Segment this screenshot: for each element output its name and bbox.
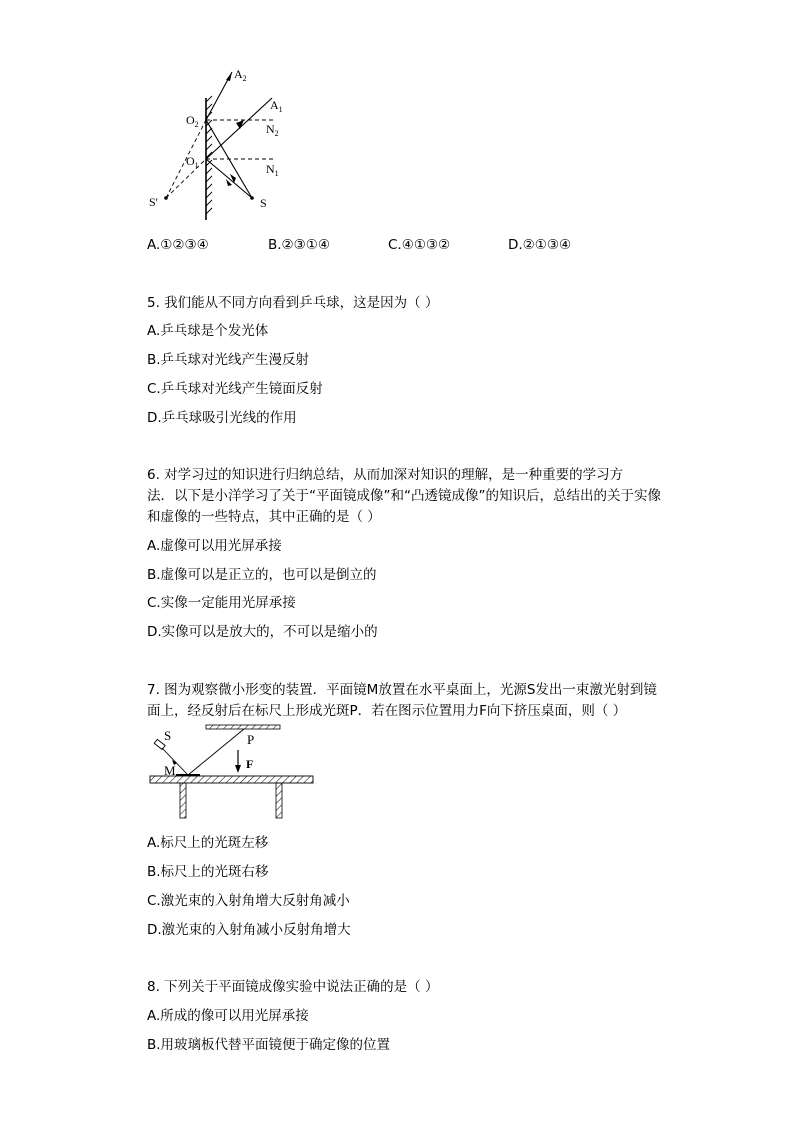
q7-option-b[interactable]: B.标尺上的光斑右移 [147,864,269,880]
label-n1: $N_1$ [266,162,279,178]
q6-stem-line-3: 和虚像的一些特点，其中正确的是（ ） [147,509,381,525]
label-s: S [164,728,172,743]
q7-stem-line-2: 面上，经反射后在标尺上形成光斑P．若在图示位置用力F向下挤压桌面，则（ ） [147,703,627,719]
label-a1: $A_1$ [270,98,283,114]
q5-option-c[interactable]: C.乒乓球对光线产生镜面反射 [147,381,323,397]
q5-option-a[interactable]: A.乒乓球是个发光体 [147,323,269,339]
label-s-image: S' [149,195,158,209]
label-o2: $O_2$ [186,113,199,129]
q5-option-b[interactable]: B.乒乓球对光线产生漫反射 [147,352,310,368]
q7-option-a[interactable]: A.标尺上的光斑左移 [147,835,269,851]
label-p: P [247,732,255,747]
label-a2: $A_2$ [234,67,247,83]
q6-option-b[interactable]: B.虚像可以是正立的，也可以是倒立的 [147,567,377,583]
q4-option-c[interactable]: C.④①③② [388,237,451,253]
label-n2: $N_2$ [266,122,279,138]
q6-option-a[interactable]: A.虚像可以用光屏承接 [147,538,282,554]
label-f: F [246,757,254,771]
q6-option-d[interactable]: D.实像可以是放大的，不可以是缩小的 [147,624,378,640]
label-m: M [164,763,176,778]
q5-stem: 5. 我们能从不同方向看到乒乓球，这是因为（ ） [147,295,439,311]
q5-option-d[interactable]: D.乒乓球吸引光线的作用 [147,410,297,426]
label-s: S [260,196,267,210]
q7-table-figure [140,720,325,825]
q7-stem-line-1: 7. 图为观察微小形变的装置．平面镜M放置在水平桌面上，光源S发出一束激光射到镜 [147,682,657,698]
q7-option-d[interactable]: D.激光束的入射角减小反射角增大 [147,922,351,938]
q4-option-b[interactable]: B.②③①④ [268,237,330,253]
q6-stem-line-2: 法．以下是小洋学习了关于“平面镜成像”和“凸透镜成像”的知识后，总结出的关于实像 [147,488,661,504]
q6-stem-line-1: 6. 对学习过的知识进行归纳总结，从而加深对知识的理解，是一种重要的学习方 [147,467,624,483]
q6-option-c[interactable]: C.实像一定能用光屏承接 [147,595,296,611]
q8-option-a[interactable]: A.所成的像可以用光屏承接 [147,1008,309,1024]
q4-option-a[interactable]: A.①②③④ [147,237,209,253]
q4-option-d[interactable]: D.②①③④ [508,237,572,253]
q4-mirror-figure [140,60,310,225]
q7-option-c[interactable]: C.激光束的入射角增大反射角减小 [147,893,350,909]
label-o1: $O_1$ [186,154,199,170]
q8-stem: 8. 下列关于平面镜成像实验中说法正确的是（ ） [147,979,439,995]
q8-option-b[interactable]: B.用玻璃板代替平面镜便于确定像的位置 [147,1037,391,1053]
